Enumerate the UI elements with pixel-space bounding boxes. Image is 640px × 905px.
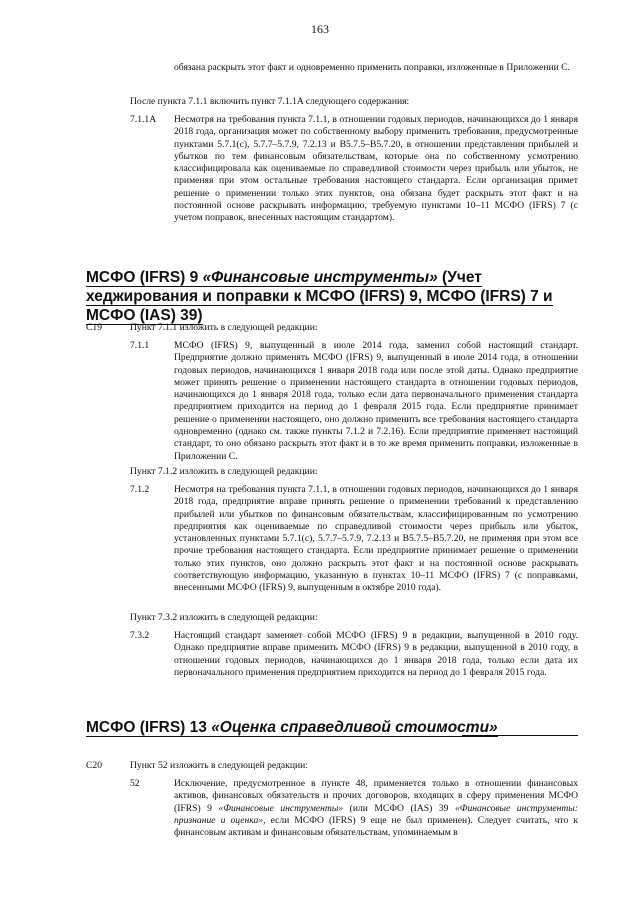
section-heading-ifrs9: МСФО (IFRS) 9 «Финансовые инструменты» (Учет хеджирования и поправки к МСФО (IFRS) 9, МСФО (IFRS) 7 и МСФО (IAS) 39) [86,269,553,324]
paragraph-number: 7.3.2 [130,630,150,641]
paragraph-number: 7.1.1 [130,340,150,351]
amendment-instruction: Пункт 7.3.2 изложить в следующей редакции: [130,612,318,623]
amendment-instruction: После пункта 7.1.1 включить пункт 7.1.1A следующего содержания: [130,96,410,107]
page-number: 163 [311,22,329,36]
paragraph-text: Исключение, предусмотренное в пункте 48, применяется только в отношении финансовых активов, финансовых обязательств и прочих договоров, входящих в сферу применения МСФО (IFRS) 9 «Финансовые инструменты» (или МСФО (IAS) 39 «Финансовые инструменты: признание и оценка», если МСФО (IFRS) 9 еще не был применен). Следует считать, что к финансовым активам и финансовым обязательствам, упоминаемым в [174,778,578,839]
section-code: C20 [86,760,102,771]
heading-rule [462,735,578,736]
paragraph-text: Несмотря на требования пункта 7.1.1, в отношении годовых периодов, начинающихся до 1 января 2018 года, предприятие вправе принять решение о применении требований к представлению прибылей или убытков по финансовым обязательствам, классифицированным по усмотрению предприятия как оцениваемые по справедливой стоимости через прибыль или убыток, установленных пунктами 5.7.1(c), 5.7.7–5.7.9, 7.2.13 и B5.7.5–B5.7.20, не применяя при этом все прочие требования настоящего стандарта. Если предприятие принимает решение о применении только этих пунктов, оно должно раскрыть этот факт и на постоянной основе раскрывать соответствующую информацию, указанную в пунктах 10–11 МСФО (IFRS) 7 (с поправками, внесенными МСФО (IFRS) 9, выпущенным в октябре 2010 года). [174,484,578,594]
paragraph-text: Настоящий стандарт заменяет собой МСФО (IFRS) 9 в редакции, выпущенной в 2010 году. Однако предприятие вправе применить МСФО (IFRS) 9 в редакции, выпущенной в 2010 году, в отношении годовых периодов, начинающихся до 1 января 2018 года, только если дата их первоначального применения предприятием приходится на период до 1 февраля 2015 года. [174,630,578,678]
paragraph-text: Несмотря на требования пункта 7.1.1, в отношении годовых периодов, начинающихся до 1 января 2018 года, организация может по собственному выбору применить требования, предусмотренные пунктами 5.7.1(c), 5.7.7–5.7.9, 7.2.13 и B5.7.5–B5.7.20, в отношении представления прибылей и убытков по тем финансовым обязательствам, которые она по собственному усмотрению классифицировала как оцениваемые по справедливой стоимости через прибыль или убыток, не применяя при этом остальные требования настоящего стандарта. Если организация примет решение о применении только этих пунктов, она обязана будет раскрыть этот факт и на постоянной основе раскрывать информацию, требуемую пунктами 10–11 МСФО (IFRS) 7 (с учетом поправок, внесенных настоящим стандартом). [174,114,578,224]
paragraph-number: 7.1.2 [130,484,150,495]
paragraph-text: МСФО (IFRS) 9, выпущенный в июле 2014 года, заменил собой настоящий стандарт. Предприятие должно применять МСФО (IFRS) 9, выпущенный в июле 2014 года, в отношении годовых периодов, начинающихся 1 января 2018 года или после этой даты. Однако предприятие может принять решение о применении настоящего стандарта в отношении годовых периодов, начинающихся до 1 января 2018 года, только если дата первоначального применения стандарта предприятием приходится на период до 1 февраля 2015 года. Если предприятие принимает решение о применении настоящего, оно должно применить все требования настоящего стандарта одновременно (однако см. также пункты 7.1.2 и 7.2.16). Если предприятие применяет настоящий стандарт, то оно обязано раскрыть этот факт и в то же время применить поправки, изложенные в Приложении C. [174,340,578,462]
section-code: C19 [86,322,102,333]
amendment-instruction: Пункт 7.1.1 изложить в следующей редакции: [130,322,318,333]
amendment-instruction: Пункт 7.1.2 изложить в следующей редакции: [130,466,318,477]
paragraph-number: 52 [130,778,140,789]
paragraph-number: 7.1.1A [130,114,157,125]
section-heading-ifrs13: МСФО (IFRS) 13 «Оценка справедливой стоимости» [86,719,498,736]
amendment-instruction: Пункт 52 изложить в следующей редакции: [130,760,308,771]
paragraph-continuation: обязана раскрыть этот факт и одновременно применить поправки, изложенные в Приложении C. [174,62,570,73]
